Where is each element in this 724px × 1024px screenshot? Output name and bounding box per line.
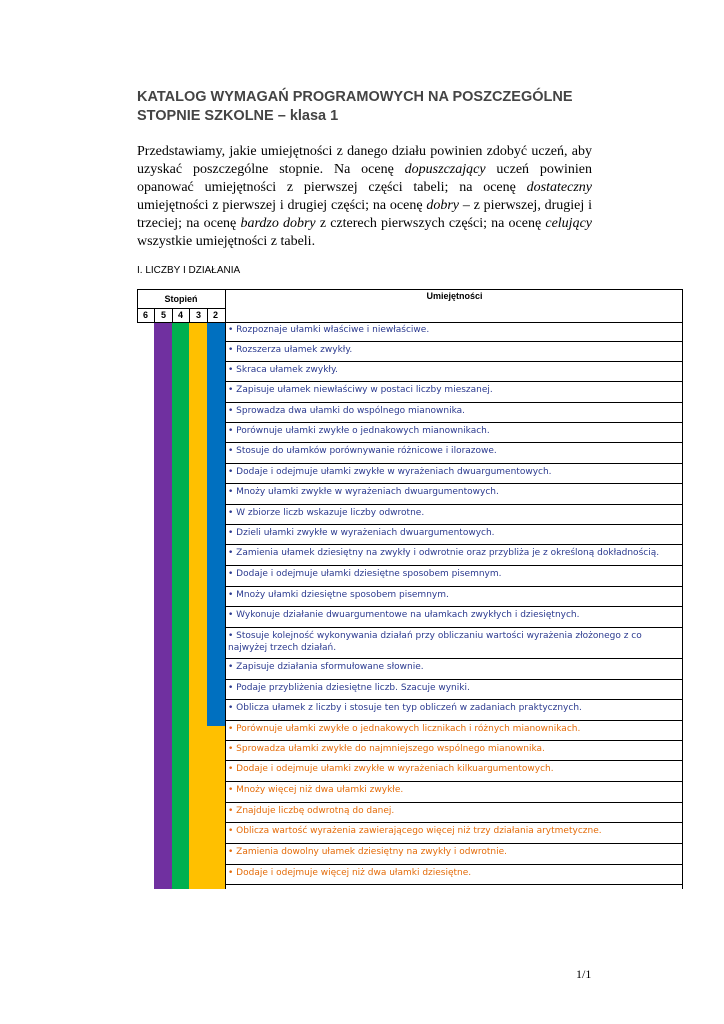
intro-paragraph xyxy=(137,143,592,251)
skill-row xyxy=(226,464,683,484)
grade-5: 5 xyxy=(160,310,166,320)
skill-text: • Skraca ułamek zwykły. xyxy=(228,365,338,375)
intro-text: umiejętności z pierwszej i drugiej części; na ocenę xyxy=(137,198,427,213)
grade-term: dostateczny xyxy=(526,180,592,195)
grade-bar-3 xyxy=(189,322,207,889)
intro-text: Przedstawiamy, jakie umiejętności z danego działu powinien zdobyć uczeń, aby uzyskać poszczególne stopnie. Na ocenę xyxy=(137,144,592,177)
intro-text: z czterech pierwszych części; na ocenę xyxy=(315,216,546,231)
intro-text: wszystkie umiejętności z tabeli. xyxy=(137,234,316,249)
grade-2: 2 xyxy=(212,310,218,320)
skill-text: • Dodaje i odejmuje więcej niż dwa ułamki dziesiętne. xyxy=(228,868,472,878)
intro-text: uczeń powinien opanować umiejętności z pierwszej części tabeli; na ocenę xyxy=(137,162,593,195)
skill-text: • Oblicza ułamek z liczby i stosuje ten typ obliczeń w zadaniach praktycznych. xyxy=(228,703,582,713)
skill-text: • Sprowadza dwa ułamki do wspólnego mianownika. xyxy=(228,406,466,416)
skill-text: • Zamienia ułamek dziesiętny na zwykły i odwrotnie oraz przybliża je z określoną dokładnością. xyxy=(228,548,660,558)
skill-text: • Mnoży więcej niż dwa ułamki zwykłe. xyxy=(228,785,404,795)
skill-text: • Zapisuje ułamek niewłaściwy w postaci liczby mieszanej. xyxy=(228,385,493,395)
skill-row xyxy=(226,423,683,443)
skill-row xyxy=(226,721,683,741)
grade-bar-4 xyxy=(172,322,189,889)
skill-text: • Zamienia dowolny ułamek dziesiętny na zwykły i odwrotnie. xyxy=(228,847,508,857)
skill-text: • Dzieli ułamki zwykłe w wyrażeniach dwuargumentowych. xyxy=(228,528,495,538)
skill-text: • Dodaje i odejmuje ułamki zwykłe w wyrażeniach dwuargumentowych. xyxy=(228,467,552,477)
grade-term: dobry xyxy=(426,198,460,213)
grade-6: 6 xyxy=(142,310,148,320)
skill-row xyxy=(226,844,683,865)
skill-row xyxy=(226,823,683,844)
skill-row xyxy=(226,680,683,700)
skill-row xyxy=(226,607,683,628)
skill-row xyxy=(226,566,683,587)
skill-row xyxy=(226,741,683,761)
skill-row xyxy=(226,545,683,566)
skill-text: • Sprowadza ułamki zwykłe do najmniejszego wspólnego mianownika. xyxy=(228,744,545,754)
skill-text: • Rozszerza ułamek zwykły. xyxy=(228,345,353,355)
page-number: 1/1 xyxy=(576,967,592,981)
skill-text: • Dodaje i odejmuje ułamki zwykłe w wyrażeniach kilkuargumentowych. xyxy=(228,764,554,774)
grade-term: dopuszczający xyxy=(404,162,486,177)
skill-row xyxy=(226,505,683,525)
section-title: I. LICZBY I DZIAŁANIA xyxy=(137,265,241,276)
skill-text: • Znajduje liczbę odwrotną do danej. xyxy=(228,806,395,816)
skills-header: Umiejętności xyxy=(426,291,483,301)
intro-text: – z pierwszej, drugiej i trzeciej; na ocenę xyxy=(137,198,592,231)
skill-row xyxy=(226,761,683,782)
skill-row xyxy=(226,342,683,362)
skill-row xyxy=(226,443,683,464)
skill-row xyxy=(226,782,683,803)
skill-text: • Oblicza wartość wyrażenia zawierającego więcej niż trzy działania arytmetyczne. xyxy=(228,826,602,836)
skill-text: • Stosuje kolejność wykonywania działań przy obliczaniu wartości wyrażenia złożonego z co najwyżej trzech działań. xyxy=(228,631,642,653)
skill-text: • Porównuje ułamki zwykłe o jednakowych mianownikach. xyxy=(228,426,490,436)
skill-row xyxy=(226,659,683,680)
skill-row xyxy=(226,484,683,505)
skill-row xyxy=(226,865,683,885)
document-title xyxy=(137,88,617,126)
skill-text: • Stosuje do ułamków porównywanie różnicowe i ilorazowe. xyxy=(228,446,497,456)
skill-row xyxy=(226,628,683,659)
title-line-2: STOPNIE SZKOLNE – klasa 1 xyxy=(137,108,339,124)
grade-bar-2-orange xyxy=(207,726,225,889)
skill-text: • Zapisuje działania sformułowane słownie. xyxy=(228,662,424,672)
skill-text: • W zbiorze liczb wskazuje liczby odwrotne. xyxy=(228,508,425,518)
skill-text: • Mnoży ułamki dziesiętne sposobem pisemnym. xyxy=(228,590,449,600)
grade-header: Stopień xyxy=(164,294,198,304)
requirements-table xyxy=(137,289,683,889)
skill-row xyxy=(226,362,683,382)
skill-text: • Dodaje i odejmuje ułamki dziesiętne sposobem pisemnym. xyxy=(228,569,502,579)
skill-text: • Wykonuje działanie dwuargumentowe na ułamkach zwykłych i dziesiętnych. xyxy=(228,610,580,620)
skill-row xyxy=(226,525,683,545)
skill-row xyxy=(226,403,683,423)
grade-bar-2-blue xyxy=(207,322,225,726)
skill-text: • Podaje przybliżenia dziesiętne liczb. Szacuje wyniki. xyxy=(228,683,470,693)
skill-row xyxy=(226,382,683,403)
skill-row xyxy=(226,700,683,721)
grade-term: bardzo dobry xyxy=(240,216,316,231)
grade-4: 4 xyxy=(177,310,183,320)
skill-text: • Mnoży ułamki zwykłe w wyrażeniach dwuargumentowych. xyxy=(228,487,499,497)
skill-text: • Rozpoznaje ułamki właściwe i niewłaściwe. xyxy=(228,325,430,335)
skill-row xyxy=(226,587,683,607)
grade-term: celujący xyxy=(545,216,592,231)
title-line-1: KATALOG WYMAGAŃ PROGRAMOWYCH NA POSZCZEGÓLNE xyxy=(137,89,573,105)
skill-row xyxy=(226,322,683,342)
skill-row xyxy=(226,803,683,823)
skill-text: • Porównuje ułamki zwykłe o jednakowych licznikach i różnych mianownikach. xyxy=(228,724,581,734)
grade-bar-5 xyxy=(154,322,172,889)
grade-3: 3 xyxy=(195,310,201,320)
